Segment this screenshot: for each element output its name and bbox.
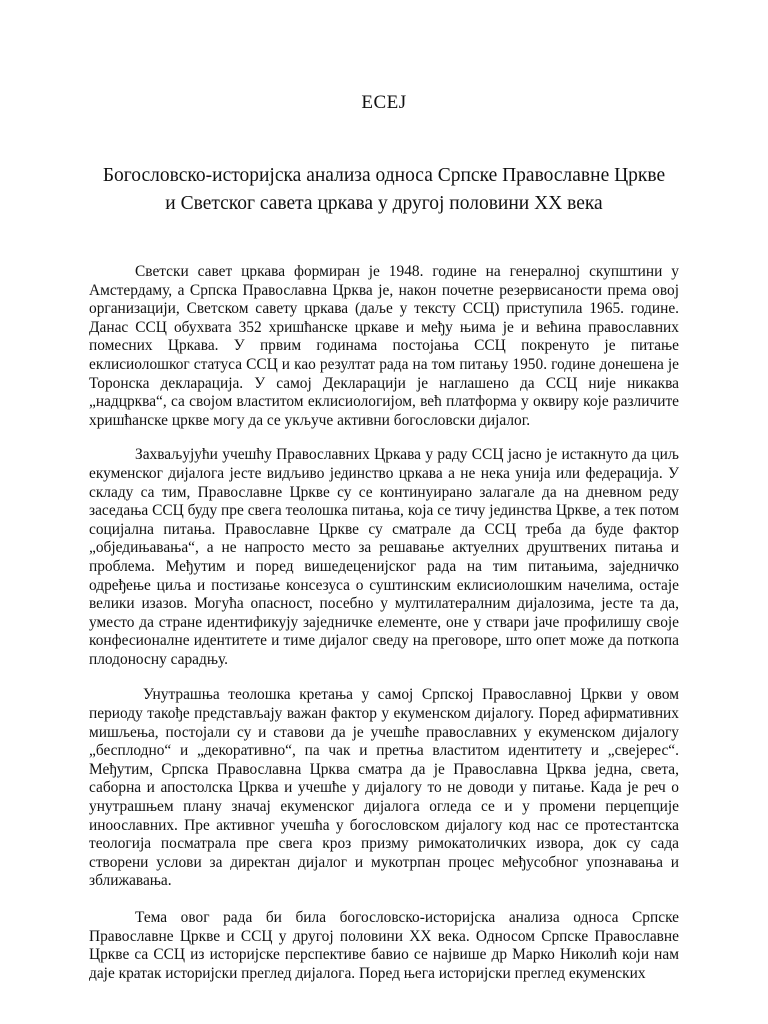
title-line-1: Богословско-историјска анализа односа Српске Православне Цркве bbox=[102, 165, 666, 186]
paragraph-2: Захваљујући учешћу Православних Цркава у раду ССЦ јасно је истакнуто да циљ екуменског дијалога јесте видљиво јединство цркава а не нека унија или федерација. У складу са тим, Православне Цркве су се континуирано залагале да на дневном реду заседања ССЦ буду пре свега теолошка питања, која се тичу јединства Цркве, а тек потом социјална питања. Православне Цркве су сматрале да ССЦ треба да буде фактор „обједињавања“, а не напросто место за решавање актуелних друштвених питања и проблема. Међутим и поред вишедеценијског рада на тим питањима, заједничко одређење циља и постизање консезуса о суштинским еклисиолошким начелима, остаје велики изазов. Могућа опасност, посебно у мултилатералним дијалозима, јесте та да, уместо да стране идентификују заједничке елементе, оне у ствари јаче профилишу своје конфесионалне идентитете и тиме дијалог сведу на преговоре, што опет може да поткопа плодоносну сарадњу. bbox=[89, 446, 679, 668]
title-line-2: и Светског савета цркава у другој половини XX века bbox=[165, 193, 603, 214]
paragraph-1: Светски савет цркава формиран је 1948. године на генералној скупштини у Амстердаму, а Српска Православна Црква је, након почетне резервисаности према овој организацији, Светском савету цркава (даље у тексту ССЦ) приступила 1965. године. Данас ССЦ обухвата 352 хришћанске цркаве и међу њима је и већина православних помесних Цркава. У првим годинама постојања ССЦ покренуто је питање еклисиолошког статуса ССЦ и као резултат рада на том питању 1950. године донешена је Торонска декларација. У самој Декларацији је наглашено да ССЦ није никаква „надцрква“, са својом властитом еклисиологијом, већ платформа у оквиру које различите хришћанске цркве могу да се укључе активни богословски дијалог. bbox=[89, 263, 679, 429]
body-text bbox=[89, 263, 679, 995]
paragraph-4: Тема овог рада би била богословско-историјска анализа односа Српске Православне Цркве и ССЦ у другој половини XX века. Односом Српске Православне Цркве са ССЦ из историјске перспективе бавио се највише др Марко Николић који нам даје кратак историјски преглед дијалога. Поред њега историјски преглед екуменских bbox=[89, 909, 679, 982]
essay-label: ЕСЕЈ bbox=[361, 92, 407, 113]
document-title bbox=[80, 162, 688, 218]
paragraph-3: Унутрашња теолошка кретања у самој Српској Православној Цркви у овом периоду такође представљају важан фактор у екуменском дијалогу. Поред афирмативних мишљења, постојали су и ставови да је учешће православних у екуменском дијалогу „бесплодно“ и „декоративно“, па чак и претња властитом идентитету и „свејерес“. Међутим, Српска Православна Црква сматра да је Православна Црква једна, света, саборна и апостолска Црква и учешће у дијалогу то не доводи у питање. Када је реч о унутрашњем плану значај екуменског дијалога огледа се и у промени перцепције иноославних. Пре активног учешћа у богословском дијалогу код нас се протестантска теологија посматрала пре свега кроз призму римокатоличких извора, док су сада створени услови за директан дијалог и мукотрпан процес међусобног упознавања и зближавања. bbox=[89, 686, 679, 890]
